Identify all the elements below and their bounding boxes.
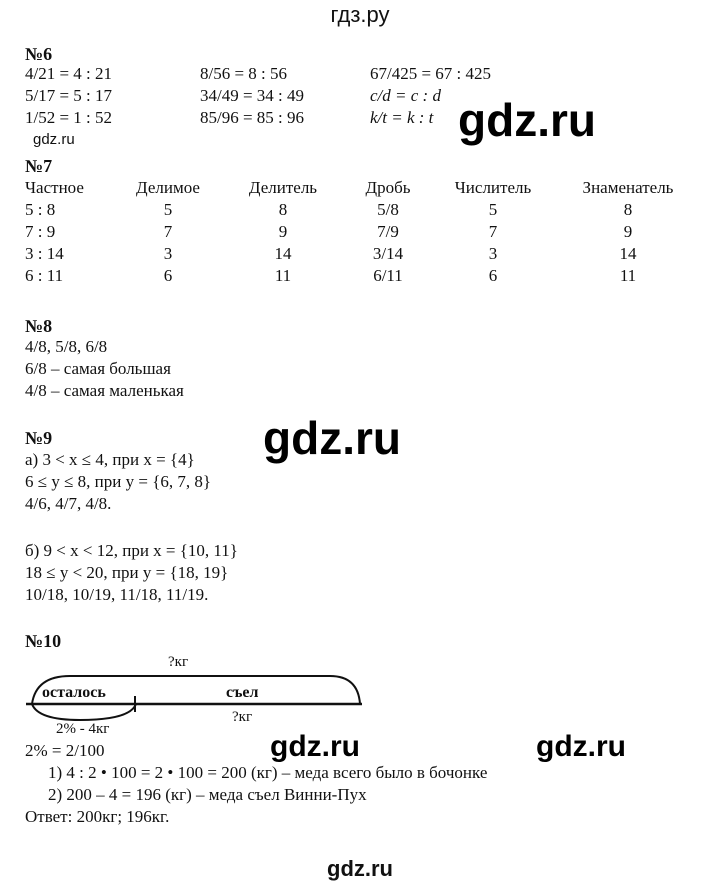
task10-answer: Ответ: 200кг; 196кг. — [25, 807, 170, 826]
watermark-mid-left: gdz.ru — [270, 730, 360, 763]
task6-c3-r2: c/d = c : d — [370, 86, 441, 105]
task6-heading: №6 — [25, 44, 53, 64]
table-cell: 9 — [278, 222, 288, 241]
task6-c3-r1: 67/425 = 67 : 425 — [370, 64, 492, 83]
col-header: Частное — [25, 178, 84, 197]
table-row — [25, 265, 703, 287]
table-header-row — [25, 177, 703, 199]
table-cell: 3 — [163, 244, 173, 263]
col-header: Дробь — [365, 178, 411, 197]
task10-line-2: 1) 4 : 2 • 100 = 2 • 100 = 200 (кг) – меда всего было в бочонке — [48, 763, 488, 782]
task8-line-1: 4/8, 5/8, 6/8 — [25, 337, 108, 356]
col-header: Числитель — [454, 178, 532, 197]
task9-b-line-3: 10/18, 10/19, 11/18, 11/19. — [25, 585, 209, 604]
table-cell: 3 — [488, 244, 498, 263]
task9-a-line-2: 6 ≤ y ≤ 8, при y = {6, 7, 8} — [25, 472, 212, 491]
watermark-big-top: gdz.ru — [458, 94, 596, 146]
table-cell: 11 — [619, 266, 637, 285]
task6-c1-r3: 1/52 = 1 : 52 — [25, 108, 113, 127]
diagram-right-label: съел — [226, 684, 259, 701]
col-header: Знаменатель — [582, 178, 674, 197]
diagram-top-label: ?кг — [168, 654, 189, 670]
table-row — [25, 199, 703, 221]
table-cell: 3 : 14 — [25, 244, 64, 263]
task10-line-3: 2) 200 – 4 = 196 (кг) – меда съел Винни-Пух — [48, 785, 367, 804]
col-header: Делитель — [248, 178, 318, 197]
page-header: гдз.ру — [330, 2, 390, 27]
table-cell: 5 : 8 — [25, 200, 56, 219]
table-cell: 6/11 — [373, 266, 403, 285]
diagram-left-label: осталось — [42, 684, 106, 701]
table-cell: 8 — [278, 200, 288, 219]
watermark-small-top: gdz.ru — [33, 131, 75, 148]
task6-c2-r1: 8/56 = 8 : 56 — [200, 64, 288, 83]
task9-heading: №9 — [25, 428, 53, 448]
task6-c2-r2: 34/49 = 34 : 49 — [200, 86, 305, 105]
task7-heading: №7 — [25, 156, 53, 176]
task6-c2-r3: 85/96 = 85 : 96 — [200, 108, 305, 127]
table-cell: 7 : 9 — [25, 222, 56, 241]
table-cell: 9 — [623, 222, 633, 241]
task10-heading: №10 — [25, 631, 62, 651]
task8-line-3: 4/8 – самая маленькая — [25, 381, 184, 400]
task9-a-line-3: 4/6, 4/7, 4/8. — [25, 494, 112, 513]
task9-a-line-1: а) 3 < x ≤ 4, при x = {4} — [25, 450, 195, 469]
table-row — [25, 243, 703, 265]
task10-diagram — [0, 650, 420, 740]
table-cell: 5 — [163, 200, 173, 219]
task6-c3-r3: k/t = k : t — [370, 108, 434, 127]
task10-line-1: 2% = 2/100 — [25, 741, 105, 760]
watermark-mid-right: gdz.ru — [536, 730, 626, 763]
table-cell: 5 — [488, 200, 498, 219]
table-cell: 6 — [488, 266, 498, 285]
task8-heading: №8 — [25, 316, 53, 336]
table-row — [25, 221, 703, 243]
task6-c1-r1: 4/21 = 4 : 21 — [25, 64, 113, 83]
task9-b-line-2: 18 ≤ y < 20, при y = {18, 19} — [25, 563, 229, 582]
diagram-bottom-right-label: ?кг — [232, 709, 253, 725]
table-cell: 7 — [163, 222, 173, 241]
task9-b-line-1: б) 9 < x < 12, при x = {10, 11} — [25, 541, 238, 560]
task7-table — [25, 177, 703, 287]
table-cell: 6 : 11 — [25, 266, 64, 285]
table-cell: 3/14 — [372, 244, 404, 263]
table-cell: 14 — [274, 244, 292, 263]
col-header: Делимое — [136, 178, 200, 197]
task6-c1-r2: 5/17 = 5 : 17 — [25, 86, 113, 105]
table-cell: 14 — [619, 244, 637, 263]
page-footer: gdz.ru — [327, 856, 393, 881]
table-cell: 7/9 — [377, 222, 399, 241]
table-cell: 6 — [163, 266, 173, 285]
table-cell: 8 — [623, 200, 633, 219]
task8-line-2: 6/8 – самая большая — [25, 359, 171, 378]
bottom-brace — [32, 704, 136, 720]
table-cell: 5/8 — [377, 200, 399, 219]
table-cell: 11 — [274, 266, 292, 285]
watermark-big-mid: gdz.ru — [263, 412, 401, 464]
diagram-bottom-left-label: 2% - 4кг — [56, 721, 110, 737]
table-cell: 7 — [488, 222, 498, 241]
